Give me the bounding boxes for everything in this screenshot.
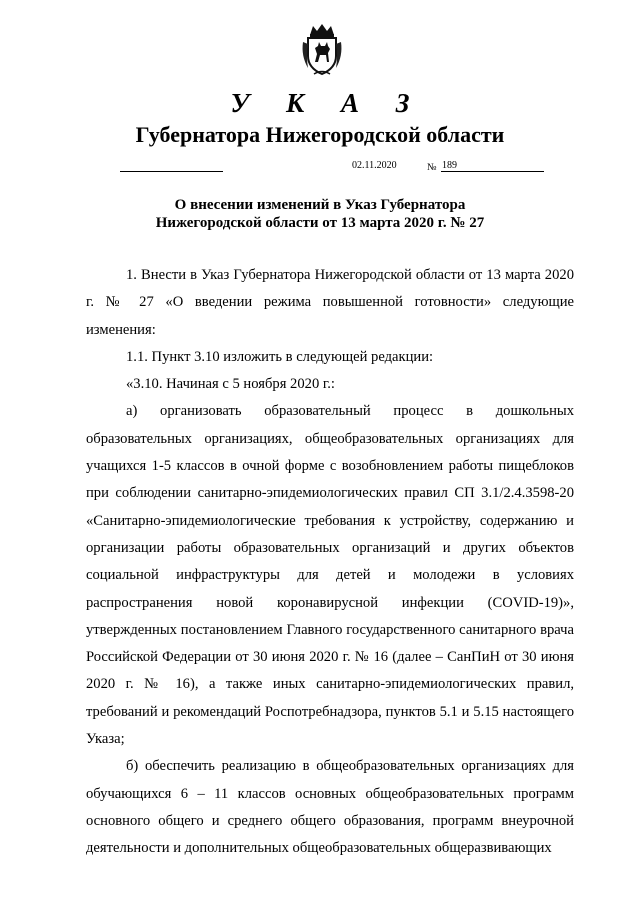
- paragraph-1: 1. Внести в Указ Губернатора Нижегородской области от 13 марта 2020 г. № 27 «О введении режима повышенной готовности» следующие изменения:: [86, 267, 574, 338]
- paragraph-3-10: «3.10. Начиная с 5 ноября 2020 г.:: [126, 376, 335, 393]
- registration-blank-line: [120, 171, 223, 172]
- paragraph-a: а) организовать образовательный процесс в дошкольных образовательных организациях, общеобразовательных организациях для учащихся 1-5 классов в очной форме с возобновлением работы пищеблоков при соблюдении санитарно-эпидемиологических правил СП 3.1/2.4.3598-20 «Санитарно-эпидемиологические требования к устройству, содержанию и организации работы образовательных организаций и других объектов социальной инфраструктуры для детей и молодежи в условиях распространения новой коронавирусной инфекции (COVID-19)», утвержденных постановлением Главного государственного санитарного врача Российской Федерации от 30 июня 2020 г. № 16 (далее – СанПиН от 30 июня 2020 г. № 16), а также иных санитарно-эпидемиологических правил, требований и рекомендаций Роспотребнадзора, пунктов 5.1 и 5.15 настоящего Указа;: [86, 403, 574, 748]
- document-body: [86, 262, 574, 863]
- document-date: 02.11.2020: [352, 160, 397, 171]
- number-sign: №: [427, 162, 437, 173]
- paragraph-1-1: 1.1. Пункт 3.10 изложить в следующей редакции:: [126, 348, 434, 365]
- coat-of-arms-icon: [300, 22, 344, 76]
- issuer-title: Губернатора Нижегородской области: [135, 122, 505, 147]
- number-line: [441, 171, 544, 172]
- paragraph-b: б) обеспечить реализацию в общеобразовательных организациях для обучающихся 6 – 11 классов основных общеобразовательных программ основного общего и среднего общего образования, программ внеурочной деятельности и дополнительных общеобразовательных общеразвивающих: [86, 758, 574, 857]
- document-subject: О внесении изменений в Указ Губернатора Нижегородской области от 13 марта 2020 г. № 27: [155, 197, 485, 231]
- document-number: 189: [442, 160, 457, 171]
- document-type-title: У К А З: [230, 88, 425, 118]
